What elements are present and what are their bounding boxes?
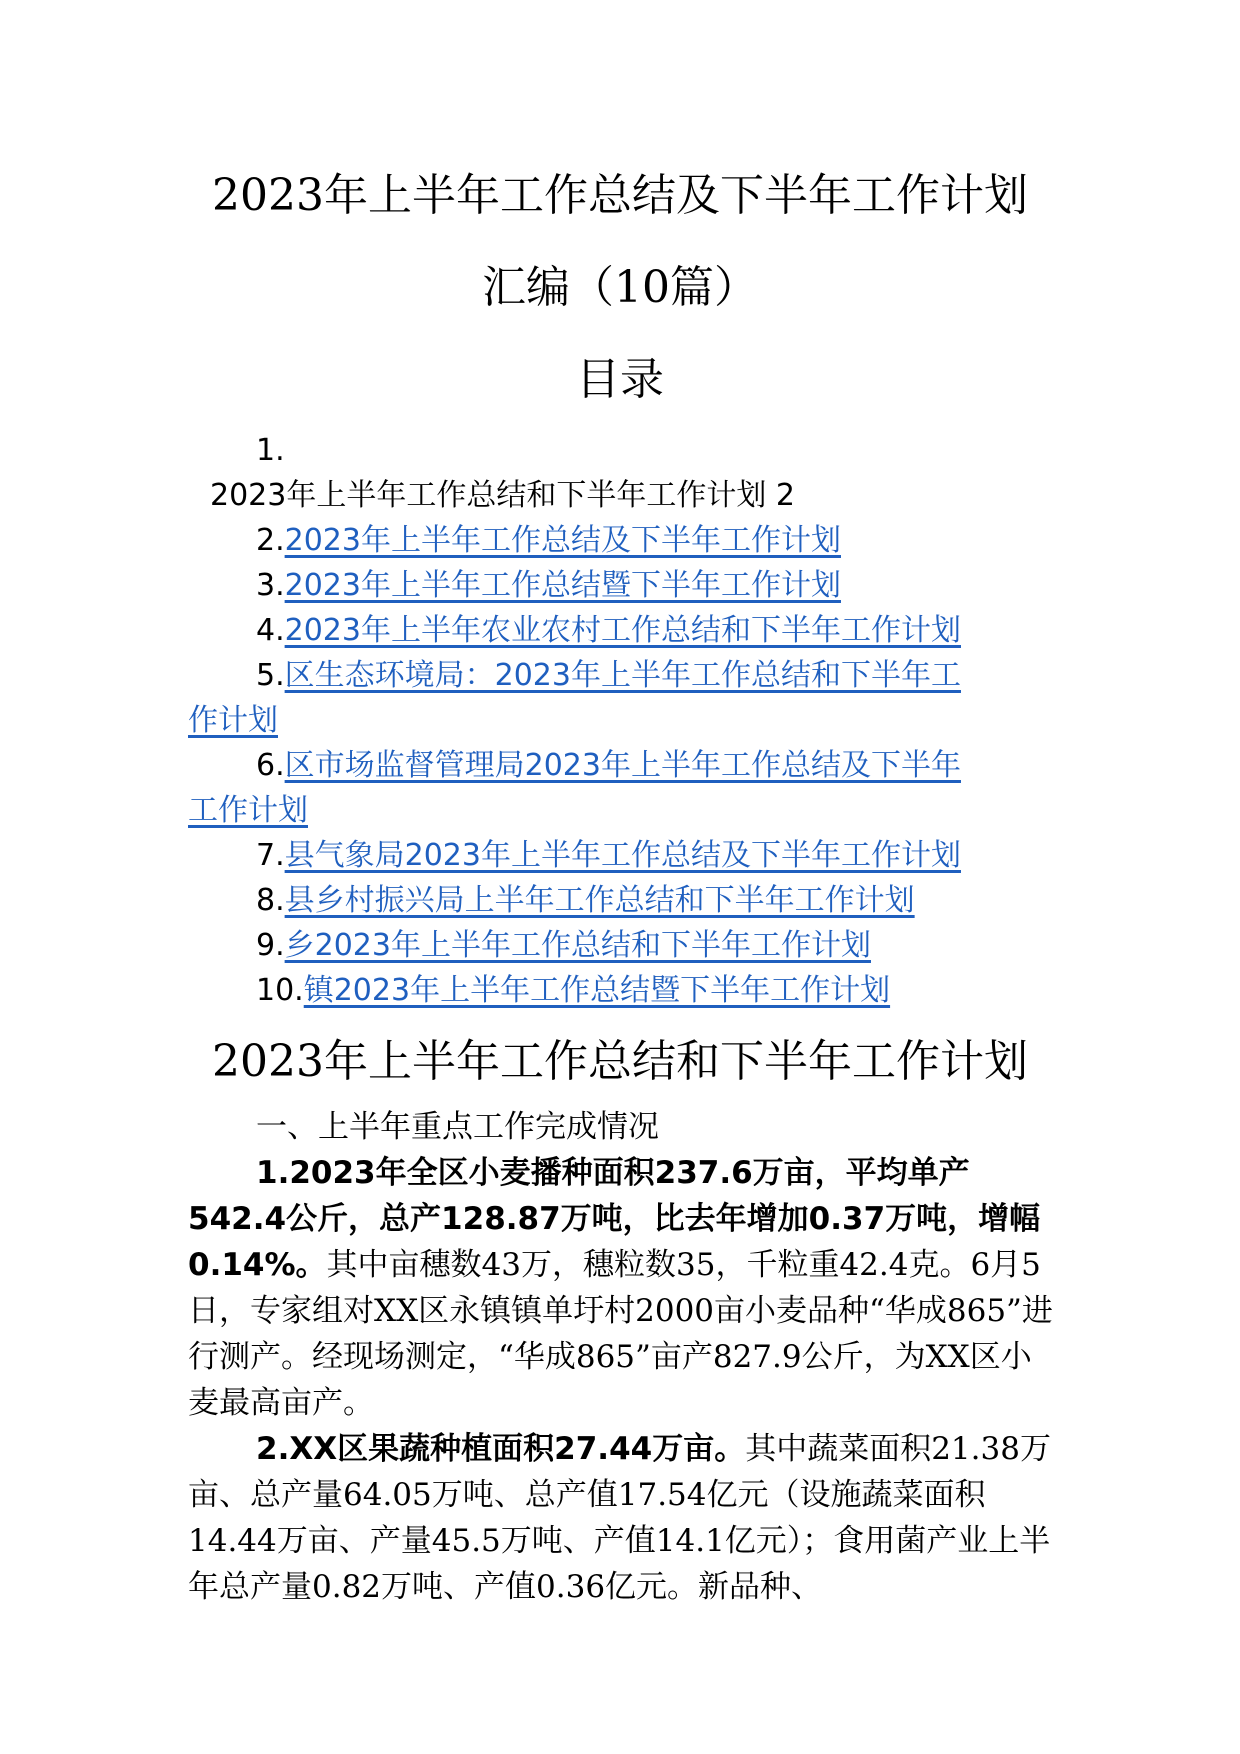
toc-item-4[interactable] xyxy=(188,608,1068,653)
toc-item-7[interactable] xyxy=(188,833,1068,878)
paragraph-1-bold: 1.2023年全区小麦播种面积237.6万亩，平均单产542.4公斤，总产128.87万吨，比去年增加0.37万吨，增幅0.14%。 xyxy=(188,1155,1041,1283)
toc-item-1-title: 2023年上半年工作总结和下半年工作计划 2 xyxy=(210,478,795,513)
toc-heading: 目录 xyxy=(576,354,664,405)
toc-number: 4. xyxy=(256,613,285,648)
toc-item-1-number xyxy=(188,428,1068,473)
toc-link-10[interactable]: 镇2023年上半年工作总结暨下半年工作计划 xyxy=(303,973,891,1008)
toc-number: 6. xyxy=(256,748,285,783)
toc-number: 1. xyxy=(256,433,285,468)
toc-number: 5. xyxy=(256,658,285,693)
toc-item-8[interactable] xyxy=(188,878,1068,923)
toc-link-8[interactable]: 县乡村振兴局上半年工作总结和下半年工作计划 xyxy=(284,883,915,918)
toc-number: 9. xyxy=(256,928,285,963)
paragraph-2-bold: 2.XX区果蔬种植面积27.44万亩。 xyxy=(256,1431,746,1467)
paragraph-1-text: 其中亩穗数43万，穗粒数35，千粒重42.4克。6月5日，专家组对XX区永镇镇单圩村2000亩小麦品种“华成865”进行测产。经现场测定，“华成865”亩产827.9公斤，为XX区小麦最高亩产。 xyxy=(188,1247,1053,1421)
toc-number: 3. xyxy=(256,568,285,603)
toc-link-4[interactable]: 2023年上半年农业农村工作总结和下半年工作计划 xyxy=(284,613,961,648)
toc-link-5[interactable]: 区生态环境局：2023年上半年工作总结和下半年工 xyxy=(284,658,961,693)
toc-item-3[interactable] xyxy=(188,563,1068,608)
toc-item-1 xyxy=(188,473,1068,518)
document-title-line1: 2023年上半年工作总结及下半年工作计划 xyxy=(212,170,1028,221)
toc-item-2[interactable] xyxy=(188,518,1068,563)
section-heading-1: 一、上半年重点工作完成情况 xyxy=(256,1109,659,1145)
toc-item-6[interactable] xyxy=(188,743,1068,788)
toc-link-2[interactable]: 2023年上半年工作总结及下半年工作计划 xyxy=(284,523,841,558)
toc-item-10[interactable] xyxy=(188,968,1068,1013)
paragraph-2 xyxy=(188,1426,1056,1610)
toc-number: 7. xyxy=(256,838,285,873)
paragraph-2-text: 其中蔬菜面积21.38万亩、总产量64.05万吨、总产值17.54亿元（设施蔬菜面积14.44万亩、产量45.5万吨、产值14.1亿元）；食用菌产业上半年总产量0.82万吨、产值0.36亿元。新品种、 xyxy=(188,1431,1051,1605)
toc-link-3[interactable]: 2023年上半年工作总结暨下半年工作计划 xyxy=(284,568,841,603)
article-heading: 2023年上半年工作总结和下半年工作计划 xyxy=(212,1036,1028,1087)
toc-link-9[interactable]: 乡2023年上半年工作总结和下半年工作计划 xyxy=(284,928,871,963)
toc-item-6-continued[interactable] xyxy=(188,788,1068,833)
toc-number: 2. xyxy=(256,523,285,558)
toc-link-6[interactable]: 区市场监督管理局2023年上半年工作总结及下半年 xyxy=(284,748,961,783)
toc-link-7[interactable]: 县气象局2023年上半年工作总结及下半年工作计划 xyxy=(284,838,961,873)
toc-number: 8. xyxy=(256,883,285,918)
table-of-contents xyxy=(188,428,1068,1013)
toc-number: 10. xyxy=(256,973,304,1008)
toc-link-5-cont[interactable]: 作计划 xyxy=(188,703,278,738)
article-body xyxy=(188,1104,1056,1610)
paragraph-1 xyxy=(188,1150,1056,1426)
toc-item-5[interactable] xyxy=(188,653,1068,698)
document-title-line2: 汇编（10篇） xyxy=(482,262,758,313)
toc-item-9[interactable] xyxy=(188,923,1068,968)
toc-link-6-cont[interactable]: 工作计划 xyxy=(188,793,308,828)
toc-item-5-continued[interactable] xyxy=(188,698,1068,743)
